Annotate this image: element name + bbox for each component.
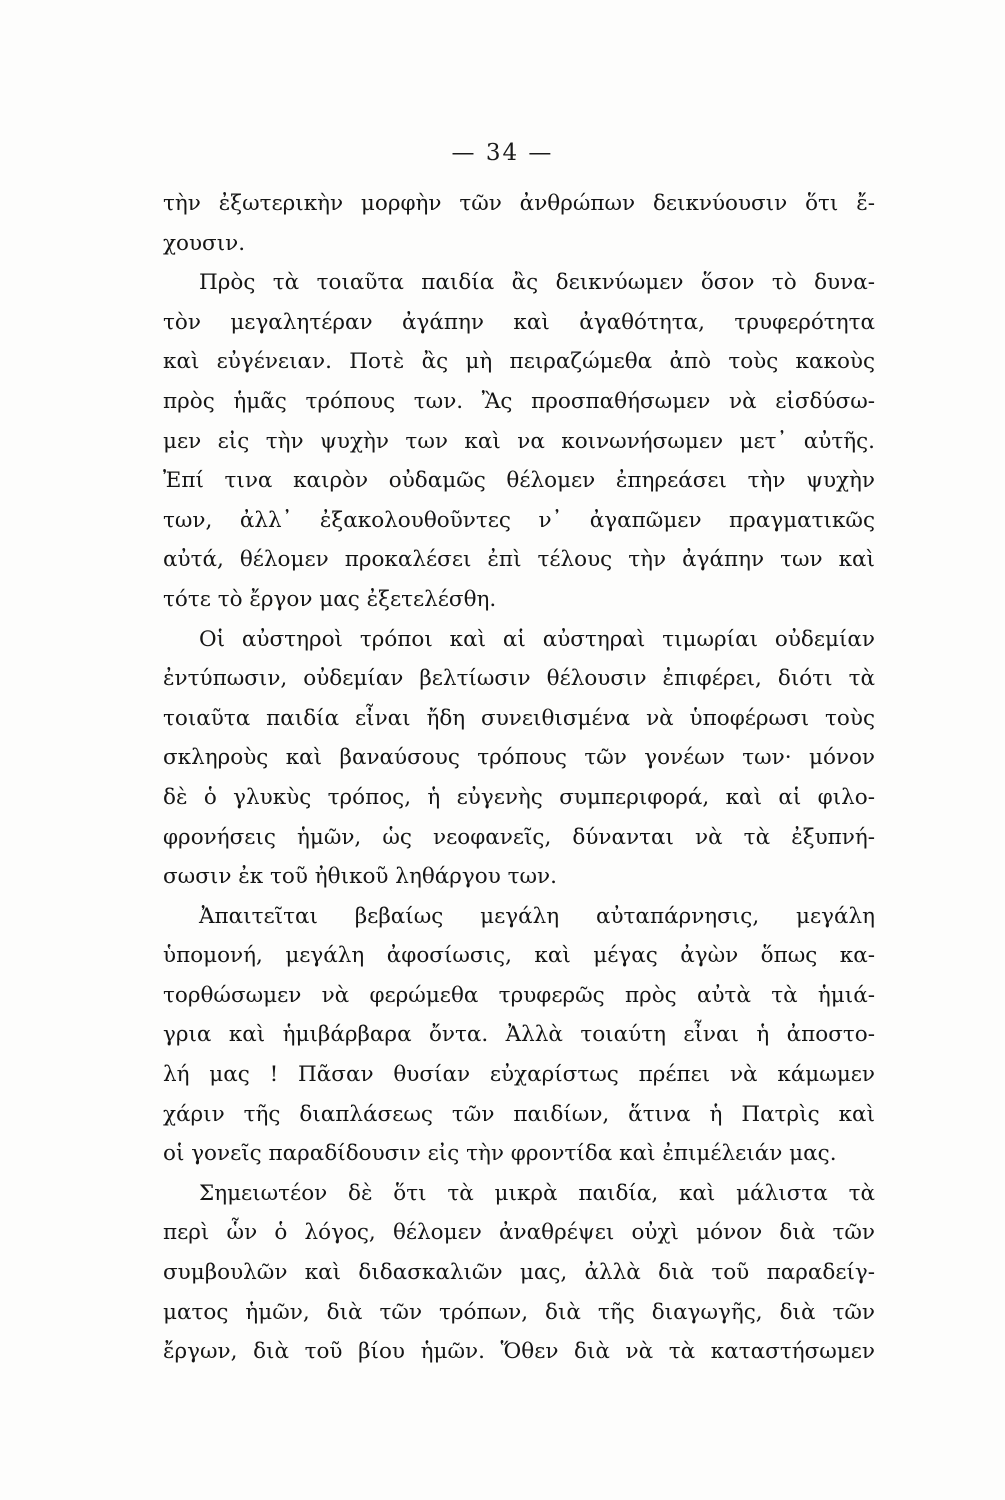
text-line: περὶ ὧν ὁ λόγος, θέλομεν ἀναθρέψει οὐχὶ μόνον διὰ τῶν [163,1220,875,1246]
paragraph-start-line: Πρὸς τὰ τοιαῦτα παιδία ἂς δεικνύωμεν ὅσον τὸ δυνα- [199,270,875,296]
text-line: σωσιν ἐκ τοῦ ἠθικοῦ ληθάργου των. [163,864,557,890]
text-line: λή μας ! Πᾶσαν θυσίαν εὐχαρίστως πρέπει νὰ κάμωμεν [163,1062,875,1088]
text-line: ἔργων, διὰ τοῦ βίου ἡμῶν. Ὅθεν διὰ νὰ τὰ καταστήσωμεν [163,1339,875,1365]
text-line: οἱ γονεῖς παραδίδουσιν εἰς τὴν φροντίδα καὶ ἐπιμέλειάν μας. [163,1141,837,1167]
text-line: αὐτά, θέλομεν προκαλέσει ἐπὶ τέλους τὴν ἀγάπην των καὶ [163,547,875,573]
text-line: καὶ εὐγένειαν. Ποτὲ ἂς μὴ πειραζώμεθα ἀπὸ τοὺς κακοὺς [163,349,875,375]
text-line: τορθώσωμεν νὰ φερώμεθα τρυφερῶς πρὸς αὐτὰ τὰ ἡμιά- [163,982,875,1008]
text-line: τὸν μεγαλητέραν ἀγάπην καὶ ἀγαθότητα, τρυφερότητα [163,309,875,335]
text-line: μεν εἰς τὴν ψυχὴν των καὶ να κοινωνήσωμεν μετ᾽ αὐτῆς. [163,428,875,454]
text-line: ματος ἡμῶν, διὰ τῶν τρόπων, διὰ τῆς διαγωγῆς, διὰ τῶν [163,1299,875,1325]
paragraph-start-line: Σημειωτέον δὲ ὅτι τὰ μικρὰ παιδία, καὶ μάλιστα τὰ [199,1180,875,1206]
text-line: πρὸς ἡμᾶς τρόπους των. Ἂς προσπαθήσωμεν νὰ εἰσδύσω- [163,388,875,414]
page-number: — 34 — [451,140,554,166]
text-line: δὲ ὁ γλυκὺς τρόπος, ἡ εὐγενὴς συμπεριφορά, καὶ αἱ φιλο- [163,784,875,810]
text-line: γρια καὶ ἡμιβάρβαρα ὄντα. Ἀλλὰ τοιαύτη εἶναι ἡ ἀποστο- [163,1022,875,1048]
text-line: τοιαῦτα παιδία εἶναι ἤδη συνειθισμένα νὰ ὑποφέρωσι τοὺς [163,705,875,731]
text-line: συμβουλῶν καὶ διδασκαλιῶν μας, ἀλλὰ διὰ τοῦ παραδείγ- [163,1260,875,1286]
text-line: σκληροὺς καὶ βαναύσους τρόπους τῶν γονέων των· μόνον [163,745,875,771]
text-line: ἐντύπωσιν, οὐδεμίαν βελτίωσιν θέλουσιν ἐπιφέρει, διότι τὰ [163,666,875,692]
text-line: ὑπομονή, μεγάλη ἀφοσίωσις, καὶ μέγας ἀγὼν ὅπως κα- [163,943,875,969]
text-line: φρονήσεις ἡμῶν, ὡς νεοφανεῖς, δύνανται νὰ τὰ ἐξυπνή- [163,824,875,850]
text-line: τότε τὸ ἔργον μας ἐξετελέσθη. [163,586,497,612]
text-line: τὴν ἐξωτερικὴν μορφὴν τῶν ἀνθρώπων δεικνύουσιν ὅτι ἔ- [163,191,875,216]
text-line: Ἐπί τινα καιρὸν οὐδαμῶς θέλομεν ἐπηρεάσει τὴν ψυχὴν [163,468,875,494]
body-text [163,184,875,1372]
paragraph-start-line: Ἀπαιτεῖται βεβαίως μεγάλη αὐταπάρνησις, μεγάλη [199,903,875,929]
paragraph-start-line: Οἱ αὐστηροὶ τρόποι καὶ αἱ αὐστηραὶ τιμωρίαι οὐδεμίαν [199,626,875,652]
text-line: των, ἀλλ᾽ ἐξακολουθοῦντες ν᾽ ἀγαπῶμεν πραγματικῶς [163,507,875,533]
text-line: χάριν τῆς διαπλάσεως τῶν παιδίων, ἅτινα ἡ Πατρὶς καὶ [163,1101,875,1127]
text-line: χουσιν. [163,230,246,256]
